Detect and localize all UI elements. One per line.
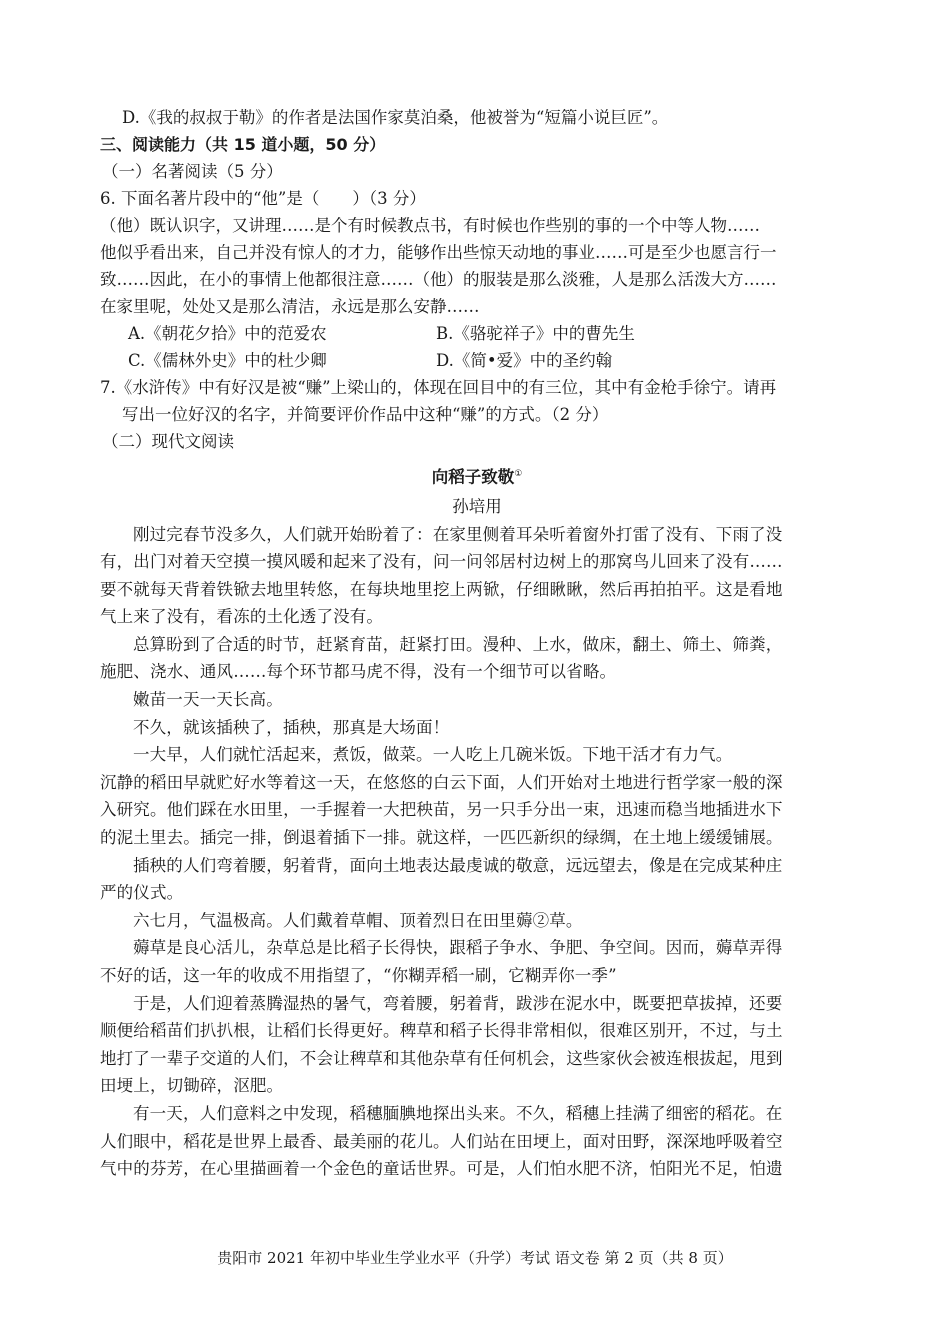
question-6-options-row-1	[100, 320, 854, 347]
article-line: 六七月，气温极高。人们戴着草帽、顶着烈日在田里薅②草。	[133, 910, 583, 930]
page-footer: 贵阳市 2021 年初中毕业生学业水平（升学）考试 语文卷 第 2 页（共 8 页）	[217, 1249, 733, 1267]
question-6-passage	[100, 212, 854, 320]
article-line: 嫩苗一天一天长高。	[133, 690, 283, 710]
question-6-stem: 6. 下面名著片段中的“他”是（ ）（3 分）	[100, 189, 426, 208]
article-line: 刚过完春节没多久，人们就开始盼着了：在家里侧着耳朵听着窗外打雷了没有、下雨了没	[133, 524, 783, 544]
article-line: 一大早，人们就忙活起来，煮饭，做菜。一人吃上几碗米饭。下地干活才有力气。	[133, 745, 733, 765]
article-line: 入研究。他们踩在水田里，一手握着一大把秧苗，另一只手分出一束，迅速而稳当地插进水下	[100, 800, 783, 820]
article-line: 顺便给稻苗们扒扒根，让稻们长得更好。稗草和稻子长得非常相似，很难区别开，不过，与土	[100, 1021, 783, 1041]
title-footnote-mark: ①	[514, 469, 523, 479]
article-line: 有一天，人们意料之中发现，稻穗腼腆地探出头来。不久，稻穗上挂满了细密的稻花。在	[133, 1103, 783, 1123]
article-line: 人们眼中，稻花是世界上最香、最美丽的花儿。人们站在田埂上，面对田野，深深地呼吸着空	[100, 1131, 783, 1151]
article-title-text: 向稻子致敬	[431, 467, 515, 487]
option-d: D.《简•爱》中的圣约翰	[436, 351, 613, 370]
subsection-heading-2: （二）现代文阅读	[102, 432, 234, 451]
option-a: A.《朝花夕拾》中的范爱农	[128, 324, 327, 343]
article-line: 薅草是良心活儿，杂草总是比稻子长得快，跟稻子争水、争肥、争空间。因而，薅草弄得	[133, 938, 783, 958]
section-heading: 三、阅读能力（共 15 道小题，50 分）	[100, 135, 386, 154]
article-title	[100, 459, 854, 493]
question-6-options-row-2	[100, 347, 854, 374]
article-line: 气上来了没有，看冻的土化透了没有。	[100, 607, 384, 627]
article-line: 有，出门对着天空摸一摸风暖和起来了没有，问一问邻居村边树上的那窝鸟儿回来了没有……	[100, 552, 783, 572]
option-b: B.《骆驼祥子》中的曹先生	[436, 324, 635, 343]
article-line: 不久，就该插秧了，插秧，那真是大场面！	[133, 717, 450, 737]
passage-line: （他）既认识字，又讲理……是个有时候教点书，有时候也作些别的事的一个中等人物……	[100, 216, 760, 235]
article-line: 严的仪式。	[100, 883, 184, 903]
article-line: 要不就每天背着铁锨去地里转悠，在每块地里挖上两锨，仔细瞅瞅，然后再拍拍平。这是看地	[100, 579, 783, 599]
article-line: 不好的话，这一年的收成不用指望了，“你糊弄稻一刷，它糊弄你一季”	[100, 966, 617, 985]
article-line: 气中的芬芳，在心里描画着一个金色的童话世界。可是，人们怕水肥不济，怕阳光不足，怕遗	[100, 1159, 783, 1179]
subsection-heading-1: （一）名著阅读（5 分）	[102, 162, 283, 181]
article-line: 插秧的人们弯着腰，躬着背，面向土地表达最虔诚的敬意，远远望去，像是在完成某种庄	[133, 855, 783, 875]
article-body	[100, 521, 854, 1183]
article-line: 施肥、浇水、通风……每个环节都马虎不得，没有一个细节可以省略。	[100, 662, 617, 682]
article-line: 地打了一辈子交道的人们，不会让稗草和其他杂草有任何机会，这些家伙会被连根拔起，甩到	[100, 1048, 783, 1068]
passage-line: 致……因此，在小的事情上他都很注意……（他）的服装是那么淡雅，人是那么活泼大方……	[100, 270, 777, 289]
article-line: 总算盼到了合适的时节，赶紧育苗，赶紧打田。漫种、上水，做床，翻土、筛土、筛粪，	[133, 634, 783, 654]
article-line: 田埂上，切锄碎，沤肥。	[100, 1076, 284, 1096]
article-line: 于是，人们迎着蒸腾湿热的暑气，弯着腰，躬着背，跋涉在泥水中，既要把草拔掉，还要	[133, 993, 783, 1013]
passage-line: 在家里呢，处处又是那么清洁，永远是那么安静……	[100, 297, 480, 316]
option-c: C.《儒林外史》中的杜少卿	[128, 351, 327, 370]
question-7-line-2: 写出一位好汉的名字，并简要评价作品中这种“赚”的方式。（2 分）	[122, 405, 609, 424]
question-7-line-1: 7.《水浒传》中有好汉是被“赚”上梁山的，体现在回目中的有三位，其中有金枪手徐宁。请再	[100, 378, 777, 397]
passage-line: 他似乎看出来，自己并没有惊人的才力，能够作出些惊天动地的事业……可是至少也愿言行一	[100, 243, 777, 262]
option-d-previous: D.《我的叔叔于勒》的作者是法国作家莫泊桑，他被誉为“短篇小说巨匠”。	[122, 108, 669, 127]
article-line: 的泥土里去。插完一排，倒退着插下一排。就这样，一匹匹新织的绿绸，在土地上缓缓铺展。	[100, 828, 783, 848]
article-line: 沉静的稻田早就贮好水等着这一天，在悠悠的白云下面，人们开始对土地进行哲学家一般的深	[100, 772, 783, 792]
article-author: 孙培用	[452, 496, 502, 516]
